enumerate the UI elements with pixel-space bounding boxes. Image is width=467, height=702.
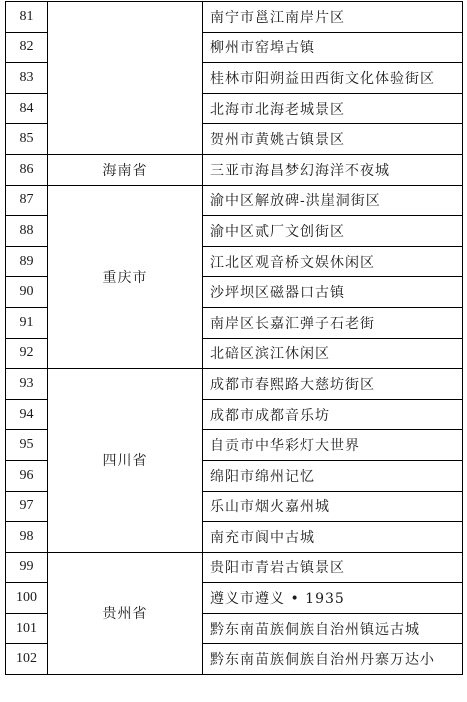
province-cell: 海南省 [48, 154, 203, 185]
row-number: 96 [6, 460, 48, 491]
district-name: 成都市春熙路大慈坊街区 [203, 369, 463, 400]
row-number: 99 [6, 552, 48, 583]
district-name: 渝中区贰厂文创街区 [203, 216, 463, 247]
scenic-district-table [5, 1, 463, 675]
row-number: 81 [6, 2, 48, 33]
district-name: 贺州市黄姚古镇景区 [203, 124, 463, 155]
province-cell: 贵州省 [48, 552, 203, 674]
province-cell [48, 2, 203, 155]
district-name: 江北区观音桥文娱休闲区 [203, 246, 463, 277]
district-name: 贵阳市青岩古镇景区 [203, 552, 463, 583]
province-cell: 重庆市 [48, 185, 203, 369]
row-number: 95 [6, 430, 48, 461]
district-name: 遵义市遵义 • 1935 [203, 583, 463, 614]
row-number: 88 [6, 216, 48, 247]
table-row [6, 2, 463, 33]
table-row [6, 185, 463, 216]
district-name: 成都市成都音乐坊 [203, 399, 463, 430]
row-number: 101 [6, 613, 48, 644]
row-number: 100 [6, 583, 48, 614]
row-number: 91 [6, 307, 48, 338]
district-name: 南岸区长嘉汇弹子石老街 [203, 307, 463, 338]
row-number: 93 [6, 369, 48, 400]
district-name: 黔东南苗族侗族自治州镇远古城 [203, 613, 463, 644]
row-number: 82 [6, 32, 48, 63]
table-row [6, 552, 463, 583]
row-number: 86 [6, 154, 48, 185]
row-number: 92 [6, 338, 48, 369]
district-name: 北海市北海老城景区 [203, 93, 463, 124]
table-row [6, 154, 463, 185]
district-name: 南宁市邕江南岸片区 [203, 2, 463, 33]
row-number: 83 [6, 63, 48, 94]
district-name: 沙坪坝区磁器口古镇 [203, 277, 463, 308]
district-name: 渝中区解放碑-洪崖洞街区 [203, 185, 463, 216]
row-number: 94 [6, 399, 48, 430]
row-number: 97 [6, 491, 48, 522]
table-row [6, 369, 463, 400]
row-number: 90 [6, 277, 48, 308]
district-name: 乐山市烟火嘉州城 [203, 491, 463, 522]
district-name: 自贡市中华彩灯大世界 [203, 430, 463, 461]
row-number: 85 [6, 124, 48, 155]
row-number: 87 [6, 185, 48, 216]
province-cell: 四川省 [48, 369, 203, 553]
row-number: 89 [6, 246, 48, 277]
district-name: 黔东南苗族侗族自治州丹寨万达小 [203, 644, 463, 675]
district-name: 南充市阆中古城 [203, 522, 463, 553]
row-number: 102 [6, 644, 48, 675]
district-name: 柳州市窑埠古镇 [203, 32, 463, 63]
district-name: 绵阳市绵州记忆 [203, 460, 463, 491]
district-name: 三亚市海昌梦幻海洋不夜城 [203, 154, 463, 185]
district-name: 北碚区滨江休闲区 [203, 338, 463, 369]
district-name: 桂林市阳朔益田西街文化体验街区 [203, 63, 463, 94]
row-number: 84 [6, 93, 48, 124]
row-number: 98 [6, 522, 48, 553]
